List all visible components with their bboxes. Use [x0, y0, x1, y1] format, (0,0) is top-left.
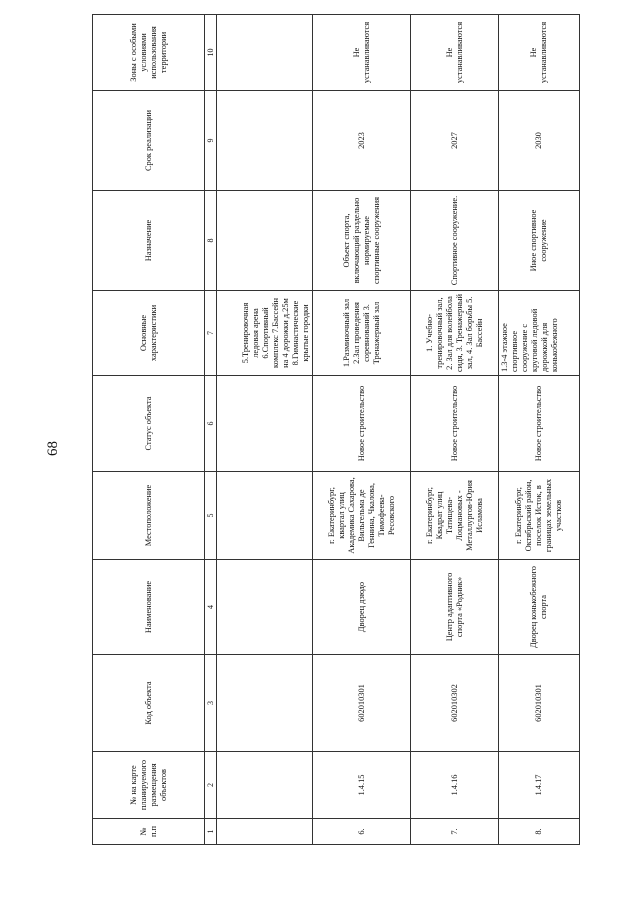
cell-purpose: Иное спортивное сооружение	[499, 191, 580, 291]
cell-name: Дворец конькобежного спорта	[499, 560, 580, 655]
cell-purpose	[217, 191, 313, 291]
colnum: 4	[205, 560, 217, 655]
header-name: Наименование	[93, 560, 205, 655]
cell-name	[217, 560, 313, 655]
colnum: 5	[205, 472, 217, 560]
cell-map-no: 1.4.16	[411, 752, 499, 819]
cell-zones	[217, 15, 313, 91]
header-zones: Зоны с особыми условиями использования территории	[93, 15, 205, 91]
cell-code: 602010301	[499, 655, 580, 752]
cell-num: 6.	[313, 819, 411, 845]
cell-purpose: Объект спорта, включающий раздельно нормируемые спортивные сооружения	[313, 191, 411, 291]
table-rotated	[92, 15, 578, 845]
cell-term: 2030	[499, 91, 580, 191]
cell-zones: Не устанавливаются	[499, 15, 580, 91]
cell-characteristics: 5.Тренировочная ледовая арена 6.Спортивный комплекс 7.Бассейн на 4 дорожки д.25м 8.Гимнастические крытые городки	[217, 291, 313, 376]
colnum: 3	[205, 655, 217, 752]
cell-map-no: 1.4.17	[499, 752, 580, 819]
column-number-row	[205, 15, 217, 845]
colnum: 1	[205, 819, 217, 845]
cell-location	[217, 472, 313, 560]
cell-characteristics: 1. Учебно-тренировочный зал, 2. Зал для волейбола сидя, 3. Тренажерный зал, 4. Зал борьбы 5. Бассейн	[411, 291, 499, 376]
cell-name: Дворец дзюдо	[313, 560, 411, 655]
cell-characteristics: 1.Разминочный зал 2.Зал проведения соревнований 3. Тренажерный зал	[313, 291, 411, 376]
colnum: 10	[205, 15, 217, 91]
cell-status: Новое строительство	[313, 376, 411, 472]
cell-code	[217, 655, 313, 752]
colnum: 8	[205, 191, 217, 291]
cell-status	[217, 376, 313, 472]
cell-location: г. Екатеринбург, Октябрьский район, поселок Исток, в границах земельных участков	[499, 472, 580, 560]
table-row	[411, 15, 499, 845]
cell-characteristics: 1.3-4 этажное спортивное сооружение с круговой ледовой дорожкой для конькобежного	[499, 291, 580, 376]
page-number: 68	[45, 441, 61, 456]
cell-term: 2023	[313, 91, 411, 191]
cell-term: 2027	[411, 91, 499, 191]
cell-term	[217, 91, 313, 191]
cell-code: 602010302	[411, 655, 499, 752]
table-row	[217, 15, 313, 845]
cell-status: Новое строительство	[411, 376, 499, 472]
header-location: Местоположение	[93, 472, 205, 560]
header-num: № п.п	[93, 819, 205, 845]
table-row	[499, 15, 580, 845]
cell-num: 8.	[499, 819, 580, 845]
header-purpose: Назначение	[93, 191, 205, 291]
header-row	[93, 15, 205, 845]
cell-location: г. Екатеринбург, квартал улиц Академика Сахарова, Вильгельма де Геннина, Чкалова, Тимофеева-Ресовского	[313, 472, 411, 560]
cell-name: Центр адаптивного спорта «Родник»	[411, 560, 499, 655]
table-row	[313, 15, 411, 845]
cell-zones: Не устанавливаются	[411, 15, 499, 91]
cell-map-no	[217, 752, 313, 819]
colnum: 7	[205, 291, 217, 376]
colnum: 2	[205, 752, 217, 819]
cell-location: г. Екатеринбург, Квадрат улиц Татищева-Лоцмановых - Металлургов-Юрия Исламова	[411, 472, 499, 560]
cell-code: 602010301	[313, 655, 411, 752]
header-status: Статус объекта	[93, 376, 205, 472]
header-term: Срок реализации	[93, 91, 205, 191]
cell-num	[217, 819, 313, 845]
spec-table	[92, 14, 580, 845]
colnum: 6	[205, 376, 217, 472]
cell-purpose: Спортивное сооружение.	[411, 191, 499, 291]
cell-zones: Не устанавливаются	[313, 15, 411, 91]
header-code: Код объекта	[93, 655, 205, 752]
cell-map-no: 1.4.15	[313, 752, 411, 819]
header-characteristics: Основные характеристики	[93, 291, 205, 376]
cell-status: Новое строительство	[499, 376, 580, 472]
colnum: 9	[205, 91, 217, 191]
cell-num: 7.	[411, 819, 499, 845]
header-map-no: № на карте планируемого размещения объектов	[93, 752, 205, 819]
